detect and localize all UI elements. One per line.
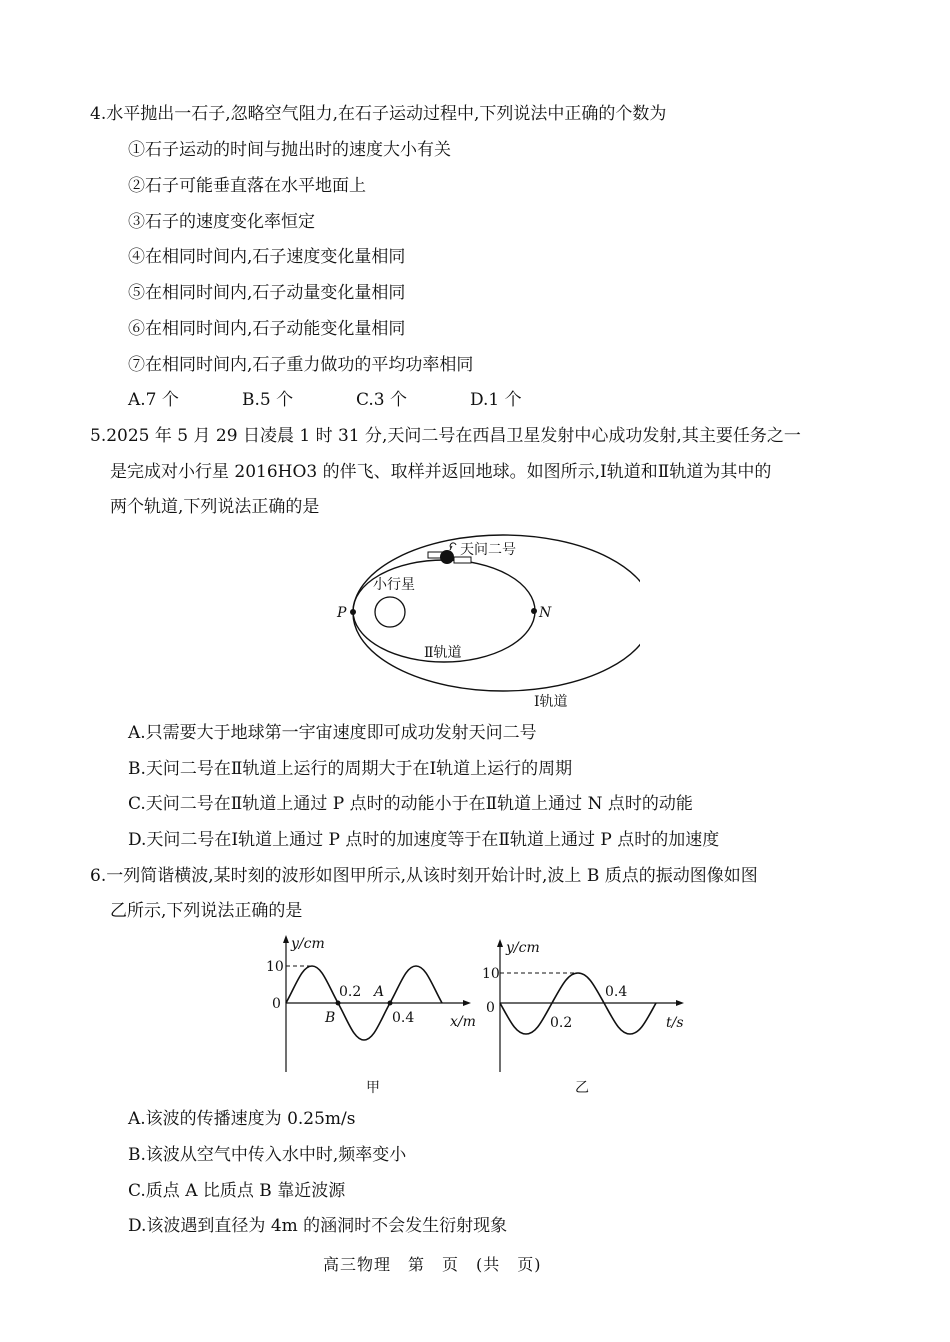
q5-option-c[interactable]: C.天问二号在Ⅱ轨道上通过 P 点时的动能小于在Ⅱ轨道上通过 N 点时的动能 <box>128 794 693 814</box>
q4-statement-2: ②石子可能垂直落在水平地面上 <box>128 176 366 196</box>
asteroid-circle <box>375 597 405 627</box>
q5-option-d[interactable]: D.天问二号在Ⅰ轨道上通过 P 点时的加速度等于在Ⅱ轨道上通过 P 点时的加速度 <box>128 830 720 850</box>
q4-option-d[interactable]: D.1 个 <box>470 390 522 410</box>
orbit-1 <box>353 535 640 691</box>
jia-x-tick-2: 0.4 <box>392 1010 415 1026</box>
graph-yi <box>480 930 695 1100</box>
q4-option-c[interactable]: C.3 个 <box>356 390 408 410</box>
q4-options <box>128 389 584 411</box>
q4-statement-1: ①石子运动的时间与抛出时的速度大小有关 <box>128 140 451 160</box>
q4-statement-4: ④在相同时间内,石子速度变化量相同 <box>128 247 406 267</box>
yi-caption: 乙 <box>575 1080 589 1096</box>
yi-y-label: y/cm <box>506 940 540 956</box>
point-n-label: N <box>539 605 552 621</box>
q6-option-b[interactable]: B.该波从空气中传入水中时,频率变小 <box>128 1145 407 1165</box>
point-p-label: P <box>337 605 347 621</box>
q6-stem-line-2: 乙所示,下列说法正确的是 <box>110 901 303 921</box>
q4-option-b[interactable]: B.5 个 <box>242 390 294 410</box>
jia-point-a: A <box>374 984 385 1000</box>
q4-statement-5: ⑤在相同时间内,石子动量变化量相同 <box>128 283 406 303</box>
q4-statement-6: ⑥在相同时间内,石子动能变化量相同 <box>128 319 406 339</box>
jia-origin: 0 <box>272 996 281 1012</box>
q6-stem-line-1: 6.一列简谐横波,某时刻的波形如图甲所示,从该时刻开始计时,波上 B 质点的振动图像如图 <box>90 866 758 886</box>
yi-x-label: t/s <box>666 1015 684 1031</box>
q4-stem: 4.水平抛出一石子,忽略空气阻力,在石子运动过程中,下列说法中正确的个数为 <box>90 104 667 124</box>
page-footer: 高三物理 第 页 (共 页) <box>323 1255 542 1274</box>
q6-option-d[interactable]: D.该波遇到直径为 4m 的涵洞时不会发生衍射现象 <box>128 1216 508 1236</box>
jia-y-label: y/cm <box>291 936 325 952</box>
jia-caption: 甲 <box>366 1080 380 1096</box>
q5-stem-line-1: 5.2025 年 5 月 29 日凌晨 1 时 31 分,天问二号在西昌卫星发射中心成功发射,其主要任务之一 <box>90 426 801 446</box>
q5-option-a[interactable]: A.只需要大于地球第一宇宙速度即可成功发射天问二号 <box>128 723 537 743</box>
q5-option-b[interactable]: B.天问二号在Ⅱ轨道上运行的周期大于在Ⅰ轨道上运行的周期 <box>128 759 573 779</box>
q6-option-c[interactable]: C.质点 A 比质点 B 靠近波源 <box>128 1181 346 1201</box>
q5-stem-line-3: 两个轨道,下列说法正确的是 <box>110 497 320 517</box>
point-p-dot <box>350 609 356 615</box>
yi-x-tick-2: 0.4 <box>605 984 628 1000</box>
orbit-diagram <box>320 528 640 716</box>
q4-statement-7: ⑦在相同时间内,石子重力做功的平均功率相同 <box>128 355 474 375</box>
jia-x-tick-1: 0.2 <box>339 984 362 1000</box>
q5-stem-line-2: 是完成对小行星 2016HO3 的伴飞、取样并返回地球。如图所示,Ⅰ轨道和Ⅱ轨道为其中的 <box>110 462 772 482</box>
jia-point-b: B <box>325 1010 336 1026</box>
orbit-2-label: Ⅱ轨道 <box>424 645 462 661</box>
yi-y-tick: 10 <box>482 966 500 982</box>
yi-origin: 0 <box>486 1000 495 1016</box>
graph-jia <box>255 930 480 1100</box>
jia-y-tick: 10 <box>266 959 284 975</box>
q6-option-a[interactable]: A.该波的传播速度为 0.25m/s <box>128 1109 356 1129</box>
q4-option-a[interactable]: A.7 个 <box>128 390 179 410</box>
orbit-1-label: Ⅰ轨道 <box>534 694 568 710</box>
asteroid-label: 小行星 <box>373 577 415 593</box>
probe-label: 天问二号 <box>460 542 516 558</box>
q4-statement-3: ③石子的速度变化率恒定 <box>128 212 315 232</box>
point-n-dot <box>531 608 537 614</box>
jia-x-label: x/m <box>450 1014 476 1030</box>
yi-x-tick-1: 0.2 <box>550 1015 573 1031</box>
